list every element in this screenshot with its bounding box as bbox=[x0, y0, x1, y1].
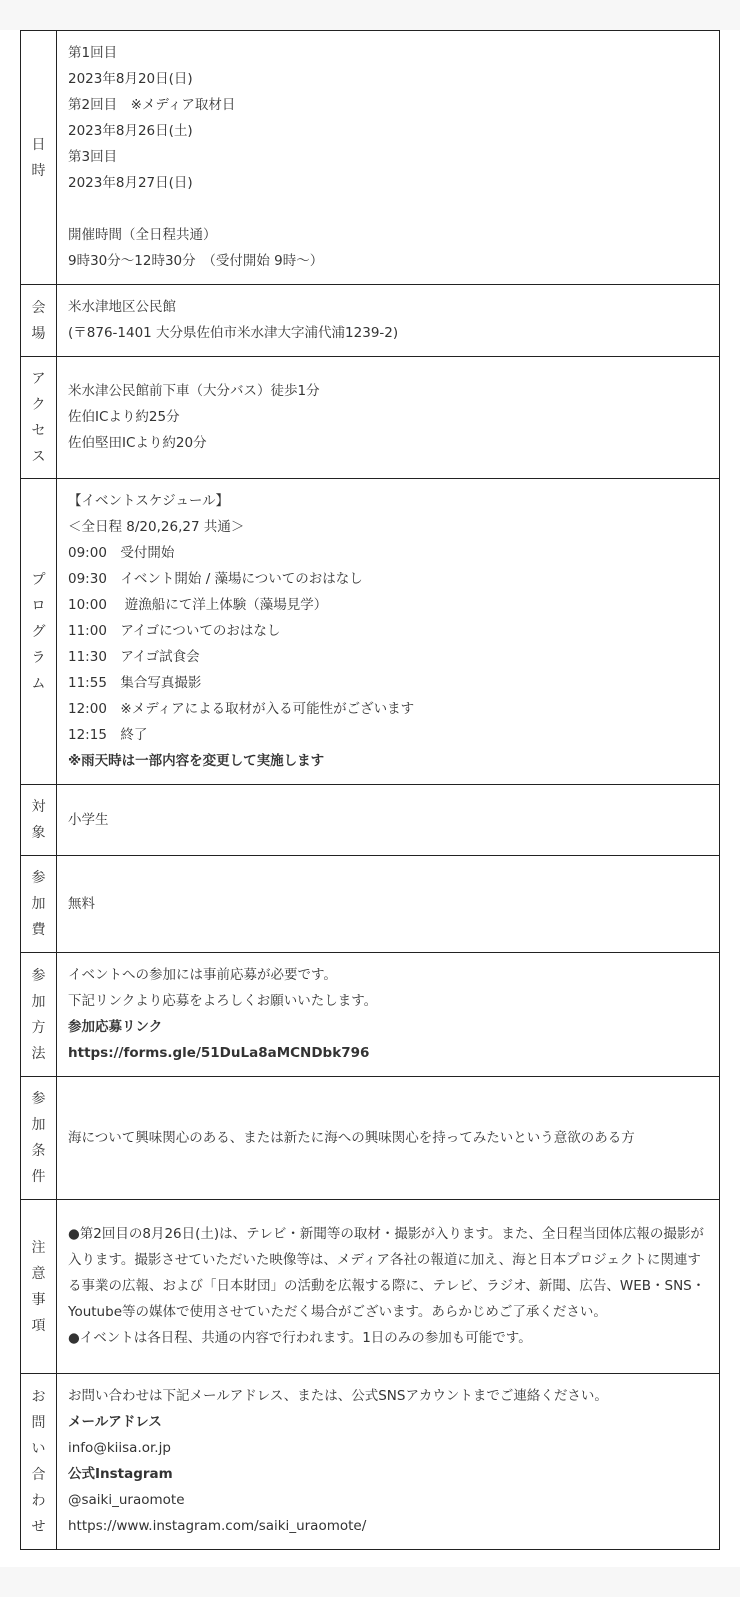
content-line: 12:15 終了 bbox=[68, 727, 148, 743]
content-line: お問い合わせは下記メールアドレス、または、公式SNSアカウントまでご連絡ください。 bbox=[68, 1388, 608, 1404]
row-label-char: セ bbox=[31, 422, 46, 439]
link-text[interactable]: https://forms.gle/51DuLa8aMCNDbk796 bbox=[68, 1045, 370, 1061]
row-how-to-join bbox=[21, 953, 720, 1077]
row-label-char: 件 bbox=[31, 1169, 46, 1185]
content-line: 佐伯ICより約25分 bbox=[68, 409, 180, 425]
row-label-program bbox=[21, 479, 57, 785]
content-line: ＜全日程 8/20,26,27 共通＞ bbox=[68, 519, 245, 535]
content-line: 米水津公民館前下車（大分バス）徒歩1分 bbox=[68, 383, 320, 399]
row-label-char: プ bbox=[31, 571, 46, 588]
content-line bbox=[68, 196, 709, 222]
content-line: 小学生 bbox=[68, 811, 109, 828]
content-line: 9時30分～12時30分 （受付開始 9時～） bbox=[68, 253, 324, 269]
link-text[interactable]: info@kiisa.or.jp bbox=[68, 1440, 171, 1456]
row-label-char: ス bbox=[31, 448, 46, 465]
row-fee bbox=[21, 856, 720, 953]
content-line: 2023年8月26日(土) bbox=[68, 123, 193, 139]
content-line: 11:00 アイゴについてのおはなし bbox=[68, 623, 281, 639]
content-line: 2023年8月20日(日) bbox=[68, 71, 193, 87]
row-label-char: 事 bbox=[31, 1291, 46, 1308]
content-line: (〒876-1401 大分県佐伯市米水津大字浦代浦1239-2) bbox=[68, 325, 399, 341]
row-label-char: 象 bbox=[31, 825, 46, 841]
row-label-char: 項 bbox=[31, 1317, 46, 1334]
row-label-char: お bbox=[31, 1388, 46, 1405]
row-label-access bbox=[21, 357, 57, 479]
row-label-char: 合 bbox=[31, 1466, 46, 1483]
row-label-notes bbox=[21, 1200, 57, 1374]
row-label-char: ロ bbox=[31, 597, 46, 614]
content-line: ●第2回目の8月26日(土)は、テレビ・新聞等の取材・撮影が入ります。また、全日程当団体広報の撮影が入ります。撮影させていただいた映像等は、メディア各社の報道に加え、海と日本プロジェクトに関連する事業の広報、および「日本財団」の活動を広報する際に、テレビ、ラジオ、新聞、広告、WEB・SNS・Youtube等の媒体で使用させていただく場合がございます。あらかじめご了承ください。 bbox=[68, 1226, 706, 1320]
content-line: ●イベントは各日程、共通の内容で行われます。1日のみの参加も可能です。 bbox=[68, 1330, 532, 1346]
row-content-contact bbox=[57, 1374, 720, 1550]
row-label-char: 参 bbox=[31, 967, 46, 984]
event-info-rows bbox=[21, 31, 720, 1550]
row-program bbox=[21, 479, 720, 785]
row-label-char: 時 bbox=[31, 162, 46, 179]
row-label-char: ア bbox=[31, 370, 46, 387]
content-line: 12:00 ※メディアによる取材が入る可能性がございます bbox=[68, 701, 415, 717]
row-label-char: 参 bbox=[31, 870, 46, 886]
content-line: メールアドレス bbox=[68, 1414, 162, 1430]
link-text[interactable]: https://www.instagram.com/saiki_uraomote/ bbox=[68, 1518, 367, 1534]
row-schedule bbox=[21, 31, 720, 285]
row-label-char: 会 bbox=[31, 299, 46, 316]
row-label-char: 費 bbox=[31, 922, 46, 938]
content-line: 09:00 受付開始 bbox=[68, 545, 175, 561]
row-label-char: 意 bbox=[31, 1265, 46, 1282]
content-line: 開催時間（全日程共通） bbox=[68, 227, 217, 243]
row-label-char: 注 bbox=[31, 1239, 46, 1256]
link-text[interactable]: @saiki_uraomote bbox=[68, 1492, 185, 1508]
row-content-venue bbox=[57, 285, 720, 357]
row-label-how-to-join bbox=[21, 953, 57, 1077]
row-label-char: ム bbox=[31, 675, 46, 692]
content-line: 第3回目 bbox=[68, 149, 118, 165]
content-line: 佐伯堅田ICより約20分 bbox=[68, 435, 207, 451]
row-label-char: 参 bbox=[31, 1091, 46, 1107]
row-label-char: 加 bbox=[31, 896, 46, 912]
row-label-schedule bbox=[21, 31, 57, 285]
content-line: 公式Instagram bbox=[68, 1466, 173, 1482]
row-contact bbox=[21, 1374, 720, 1550]
row-label-char: 問 bbox=[31, 1414, 46, 1431]
content-line: 無料 bbox=[68, 895, 95, 912]
row-label-char: せ bbox=[31, 1518, 46, 1535]
row-venue bbox=[21, 285, 720, 357]
content-line: 09:30 イベント開始 / 藻場についてのおはなし bbox=[68, 571, 363, 587]
row-label-char: ラ bbox=[31, 649, 46, 666]
content-line: 海について興味関心のある、または新たに海への興味関心を持ってみたいという意欲のある方 bbox=[68, 1129, 635, 1146]
row-label-char: 日 bbox=[31, 136, 46, 153]
row-label-target bbox=[21, 785, 57, 856]
row-label-char: 条 bbox=[31, 1143, 46, 1159]
row-label-char: い bbox=[31, 1440, 46, 1457]
row-content-how-to-join bbox=[57, 953, 720, 1077]
content-line: 米水津地区公民館 bbox=[68, 299, 176, 315]
content-line: 【イベントスケジュール】 bbox=[68, 493, 230, 509]
content-line: 10:00 遊漁船にて洋上体験（藻場見学） bbox=[68, 597, 328, 613]
row-label-contact bbox=[21, 1374, 57, 1550]
page-sheet bbox=[0, 30, 740, 1567]
row-notes bbox=[21, 1200, 720, 1374]
row-content-access bbox=[57, 357, 720, 479]
content-line: 2023年8月27日(日) bbox=[68, 175, 193, 191]
row-label-char: ク bbox=[31, 396, 46, 413]
row-content-target bbox=[57, 785, 720, 856]
row-label-conditions bbox=[21, 1077, 57, 1200]
content-line: 第2回目 ※メディア取材日 bbox=[68, 97, 236, 113]
event-info-table bbox=[20, 30, 720, 1550]
row-content-conditions bbox=[57, 1077, 720, 1200]
content-line: イベントへの参加には事前応募が必要です。 bbox=[68, 967, 337, 983]
content-line: 11:55 集合写真撮影 bbox=[68, 675, 202, 691]
row-content-program bbox=[57, 479, 720, 785]
row-conditions bbox=[21, 1077, 720, 1200]
content-line: 下記リンクより応募をよろしくお願いいたします。 bbox=[68, 993, 378, 1009]
row-content-notes bbox=[57, 1200, 720, 1374]
row-access bbox=[21, 357, 720, 479]
content-line: 11:30 アイゴ試食会 bbox=[68, 649, 200, 665]
row-label-char: 加 bbox=[31, 993, 46, 1010]
row-label-venue bbox=[21, 285, 57, 357]
row-label-char: わ bbox=[31, 1492, 46, 1509]
row-label-char: 加 bbox=[31, 1117, 46, 1133]
content-line: 参加応募リンク bbox=[68, 1019, 163, 1035]
row-content-schedule bbox=[57, 31, 720, 285]
row-label-char: グ bbox=[31, 623, 46, 640]
row-label-fee bbox=[21, 856, 57, 953]
row-label-char: 対 bbox=[31, 799, 46, 815]
content-line: ※雨天時は一部内容を変更して実施します bbox=[68, 753, 325, 769]
row-label-char: 法 bbox=[31, 1045, 46, 1062]
row-target bbox=[21, 785, 720, 856]
content-line: 第1回目 bbox=[68, 45, 118, 61]
row-label-char: 方 bbox=[31, 1019, 46, 1036]
row-content-fee bbox=[57, 856, 720, 953]
row-label-char: 場 bbox=[31, 325, 46, 342]
